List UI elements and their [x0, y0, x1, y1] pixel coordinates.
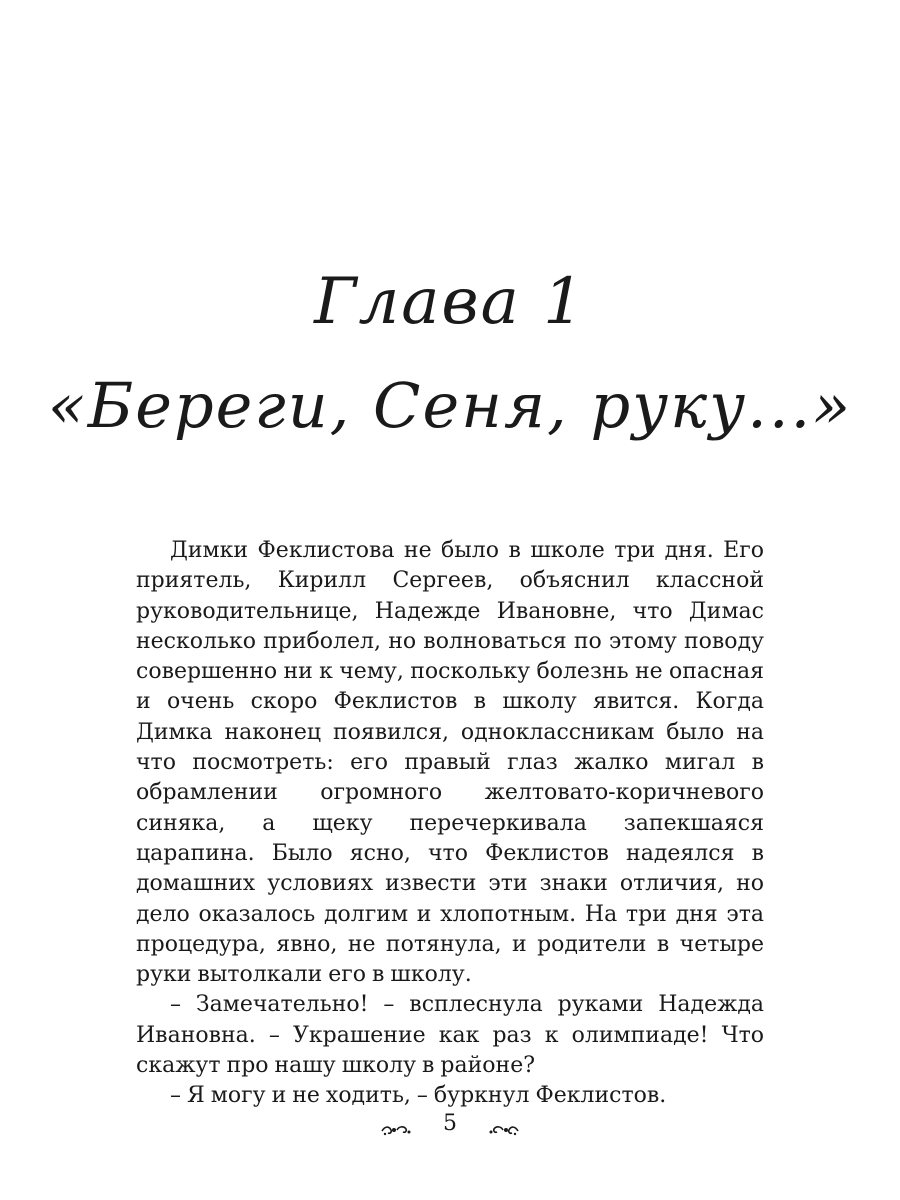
page-number: 5: [443, 1111, 457, 1136]
page-footer: [0, 1110, 900, 1138]
body-text: [136, 536, 764, 1112]
paragraph: – Замечательно! – всплеснула руками Надежда Ивановна. – Украшение как раз к олимпиаде! Что скажут про нашу школу в районе?: [136, 992, 764, 1079]
floral-ornament-icon: [488, 1117, 520, 1131]
paragraph: Димки Феклистова не было в школе три дня. Его приятель, Кирилл Сергеев, объяснил классной руководительнице, Надежде Ивановне, что Димас несколько приболел, но волноваться по этому поводу совершенно ни к чему, поскольку болезнь не опасная и очень скоро Феклистов в школу явится. Когда Димка наконец появился, одноклассникам было на что посмотреть: его правый глаз жалко мигал в обрамлении огромного желтовато-коричневого синяка, а щеку перечеркивала запекшаяся царапина. Было ясно, что Феклистов надеялся в домашних условиях извести эти знаки отличия, но дело оказалось долгим и хлопотным. На три дня эта процедура, явно, не потянула, и родители в четыре руки вытолкали его в школу.: [136, 538, 764, 988]
paragraph: – Я могу и не ходить, – буркнул Феклистов.: [170, 1083, 667, 1109]
floral-ornament-icon: [380, 1117, 412, 1131]
chapter-number: Глава 1: [314, 265, 586, 339]
chapter-title: «Береги, Сеня, руку...»: [47, 369, 853, 442]
